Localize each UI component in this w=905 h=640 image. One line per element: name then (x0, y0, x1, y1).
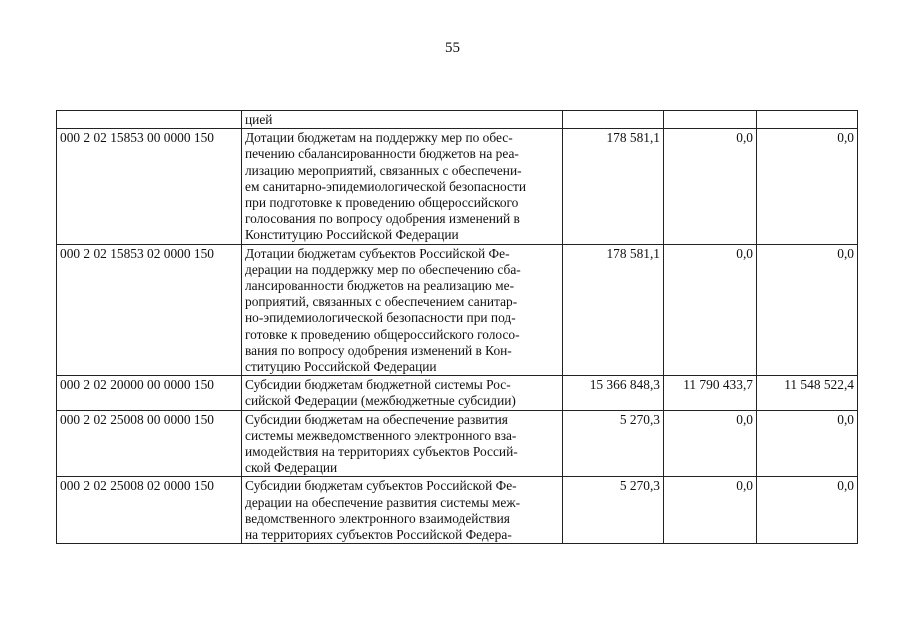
name-line: дерации на обеспечение развития системы меж- (245, 494, 521, 510)
code-cell: 000 2 02 25008 02 0000 150 (57, 477, 242, 544)
value-cell-2 (664, 111, 757, 129)
name-line: роприятий, связанных с обеспечением санитар- (245, 294, 518, 310)
value-cell-3: 0,0 (757, 244, 858, 376)
budget-revenue-table (56, 110, 858, 544)
value-cell-1: 5 270,3 (563, 410, 664, 477)
name-line: голосования по вопросу одобрения изменений в (245, 211, 520, 227)
table-row-continuation (57, 111, 858, 129)
name-cell (242, 477, 563, 544)
name-line: но-эпидемиологической безопасности при под- (245, 310, 516, 326)
name-line: Конституцию Российской Федерации (245, 227, 459, 243)
name-line: Дотации бюджетам на поддержку мер по обес- (245, 130, 513, 146)
code-cell: 000 2 02 20000 00 0000 150 (57, 376, 242, 410)
name-line: Субсидии бюджетам на обеспечение развития (245, 411, 508, 427)
name-line: на территориях субъектов Российской Федера- (245, 527, 512, 543)
table-row (57, 129, 858, 244)
name-line: Дотации бюджетам субъектов Российской Фе- (245, 245, 510, 261)
value-cell-2: 0,0 (664, 244, 757, 376)
name-line: сийской Федерации (межбюджетные субсидии) (245, 393, 516, 409)
value-cell-3: 0,0 (757, 410, 858, 477)
value-cell-1 (563, 111, 664, 129)
value-cell-3: 0,0 (757, 477, 858, 544)
value-cell-2: 0,0 (664, 477, 757, 544)
value-cell-2: 11 790 433,7 (664, 376, 757, 410)
name-line: ведомственного электронного взаимодействия (245, 510, 510, 526)
name-cell (242, 376, 563, 410)
name-line: лизацию мероприятий, связанных с обеспечени- (245, 162, 522, 178)
value-cell-3 (757, 111, 858, 129)
value-cell-3: 11 548 522,4 (757, 376, 858, 410)
name-line: готовке к проведению общероссийского голосо- (245, 326, 520, 342)
name-line: Субсидии бюджетам бюджетной системы Рос- (245, 377, 511, 393)
name-line: вания по вопросу одобрения изменений в Кон- (245, 342, 512, 358)
name-line: при подготовке к проведению общероссийского (245, 195, 519, 211)
name-line: системы межведомственного электронного вза- (245, 427, 517, 443)
value-cell-3: 0,0 (757, 129, 858, 244)
name-line: лансированности бюджетов на реализацию ме- (245, 278, 515, 294)
value-cell-1: 5 270,3 (563, 477, 664, 544)
value-cell-1: 178 581,1 (563, 244, 664, 376)
name-cell (242, 244, 563, 376)
value-cell-2: 0,0 (664, 129, 757, 244)
code-cell: 000 2 02 25008 00 0000 150 (57, 410, 242, 477)
table-row (57, 376, 858, 410)
value-cell-1: 15 366 848,3 (563, 376, 664, 410)
name-cell (242, 129, 563, 244)
name-line: ем санитарно-эпидемиологической безопасности (245, 178, 527, 194)
name-line: цией (245, 112, 273, 127)
value-cell-2: 0,0 (664, 410, 757, 477)
name-line: Субсидии бюджетам субъектов Российской Фе- (245, 478, 517, 494)
name-line: имодействия на территориях субъектов Россий- (245, 444, 518, 460)
code-cell: 000 2 02 15853 02 0000 150 (57, 244, 242, 376)
name-line: печению сбалансированности бюджетов на реа- (245, 146, 519, 162)
page-number: 55 (445, 40, 460, 56)
name-cell (242, 111, 563, 129)
name-cell (242, 410, 563, 477)
table-row (57, 477, 858, 544)
name-line: ституцию Российской Федерации (245, 359, 437, 375)
table-row (57, 410, 858, 477)
code-cell: 000 2 02 15853 00 0000 150 (57, 129, 242, 244)
code-cell (57, 111, 242, 129)
name-line: ской Федерации (245, 460, 338, 476)
table-row (57, 244, 858, 376)
value-cell-1: 178 581,1 (563, 129, 664, 244)
name-line: дерации на поддержку мер по обеспечению сба- (245, 261, 521, 277)
